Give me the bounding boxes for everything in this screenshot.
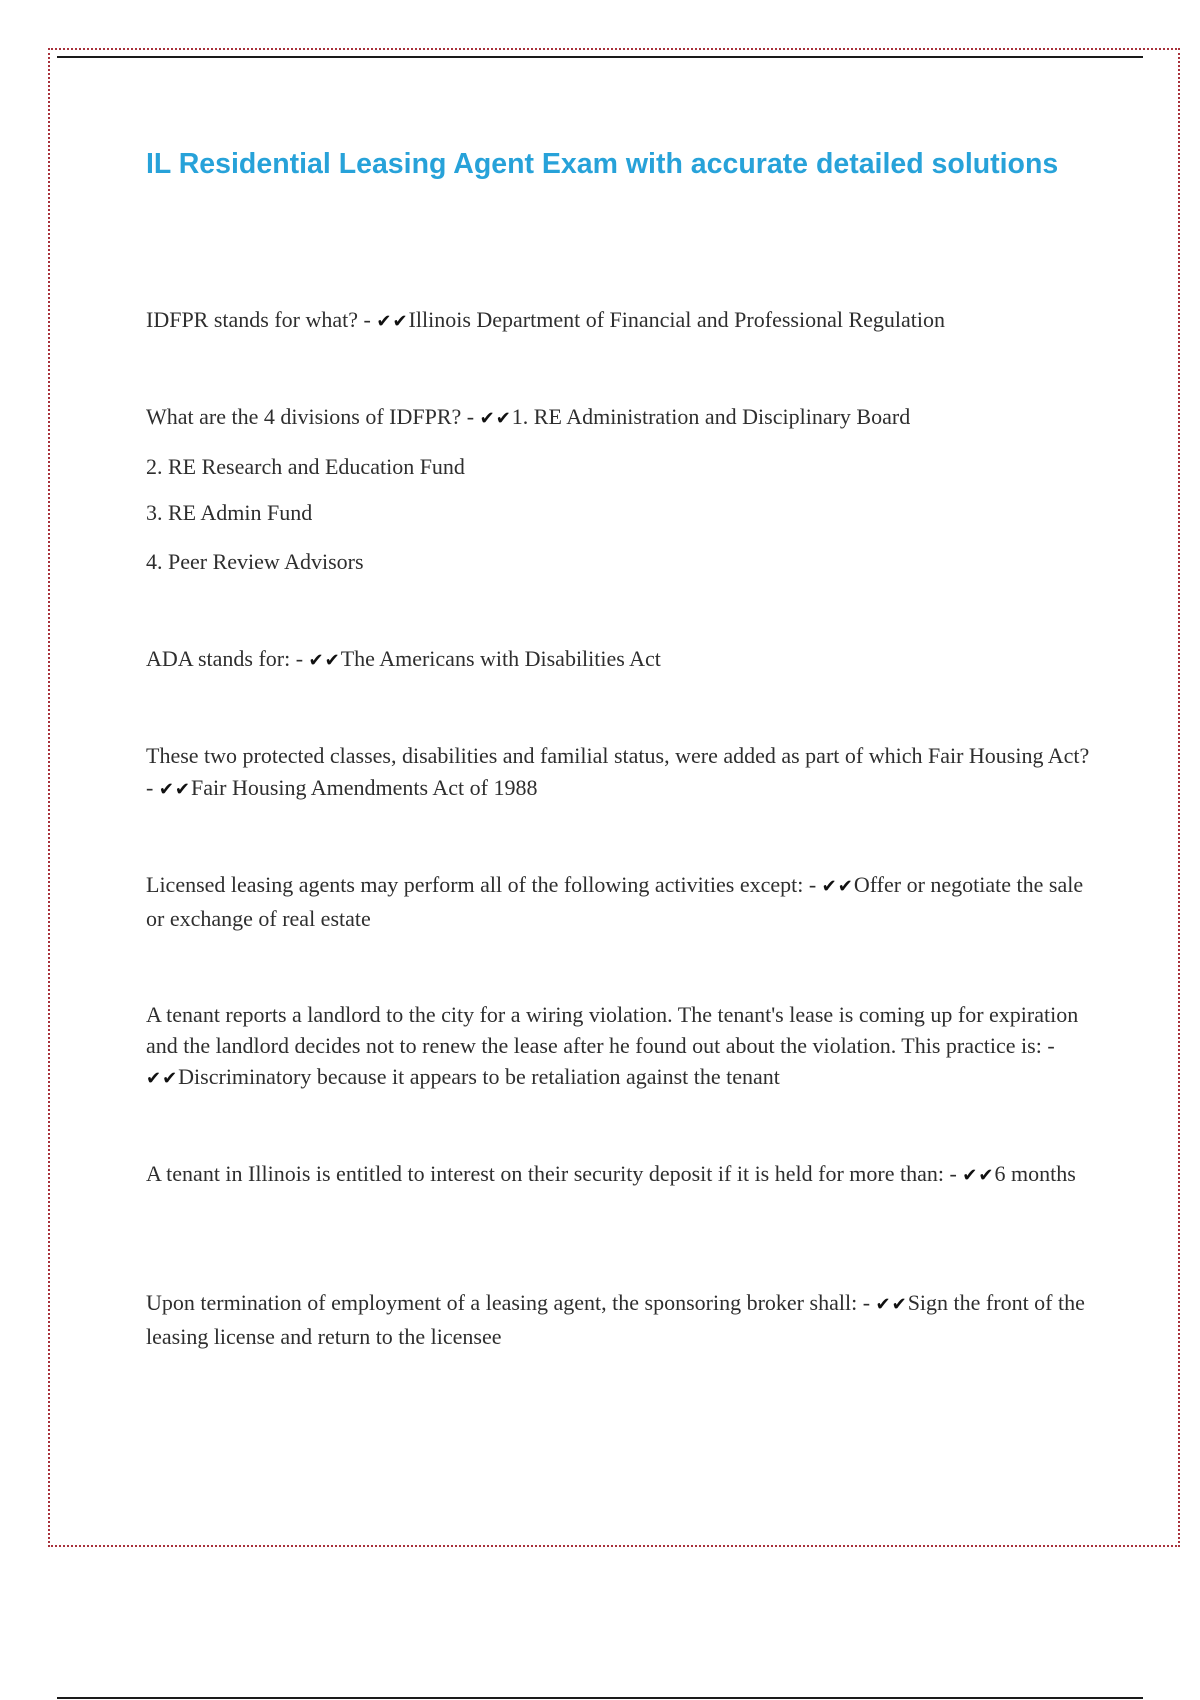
double-check-icon: ✔✔: [376, 311, 409, 332]
answer-text: The Americans with Disabilities Act: [340, 646, 661, 671]
qa-item-4: [146, 740, 1091, 806]
answer-list-item: 2. RE Research and Education Fund: [146, 454, 465, 479]
double-check-icon: ✔✔: [308, 650, 341, 671]
qa-item-8: [146, 1287, 1091, 1353]
question-text: What are the 4 divisions of IDFPR?: [146, 404, 462, 429]
question-text: These two protected classes, disabilities and familial status, were added as part of which Fair Housing Act?: [146, 743, 1090, 768]
answer-text: Offer or negotiate the sale or exchange of real estate: [146, 872, 1084, 931]
question-text: A tenant in Illinois is entitled to interest on their security deposit if it is held for more than:: [146, 1161, 944, 1186]
double-check-icon: ✔✔: [158, 779, 191, 800]
question-text: Licensed leasing agents may perform all of the following activities except:: [146, 872, 804, 897]
double-check-icon: ✔✔: [962, 1165, 995, 1186]
header-rule: [57, 56, 1143, 58]
footer-rule: [57, 1697, 1143, 1699]
answer-list-item: 4. Peer Review Advisors: [146, 549, 364, 574]
qa-item-5: [146, 869, 1091, 935]
qa-item-6: [146, 999, 1091, 1094]
separator: -: [290, 646, 309, 671]
double-check-icon: ✔✔: [875, 1294, 908, 1315]
separator: -: [1041, 1033, 1055, 1058]
separator: -: [943, 1161, 963, 1186]
question-text: A tenant reports a landlord to the city for a wiring violation. The tenant's lease is coming up for expiration and the landlord decides not to renew the lease after he found out about the violation. This practice is:: [146, 1002, 1079, 1058]
qa-item-1: [146, 304, 1091, 338]
separator: -: [461, 404, 480, 429]
answer-text: Sign the front of the leasing license and return to the licensee: [146, 1290, 1085, 1349]
question-text: IDFPR stands for what?: [146, 307, 359, 332]
double-check-icon: ✔✔: [821, 876, 854, 897]
answer-list-item: 3. RE Admin Fund: [146, 500, 313, 525]
qa-item-2: [146, 401, 1091, 435]
qa-item-7: [146, 1158, 1091, 1192]
question-text: ADA stands for:: [146, 646, 291, 671]
separator: -: [146, 775, 159, 800]
separator: -: [857, 1290, 876, 1315]
double-check-icon: ✔✔: [479, 408, 512, 429]
question-text: Upon termination of employment of a leasing agent, the sponsoring broker shall:: [146, 1290, 858, 1315]
document-title: IL Residential Leasing Agent Exam with accurate detailed solutions: [146, 148, 1059, 180]
separator: -: [803, 872, 822, 897]
answer-text: 1. RE Administration and Disciplinary Board: [511, 404, 911, 429]
separator: -: [358, 307, 377, 332]
answer-text: Discriminatory because it appears to be retaliation against the tenant: [178, 1064, 780, 1089]
double-check-icon: ✔✔: [146, 1068, 179, 1089]
answer-text: Illinois Department of Financial and Professional Regulation: [408, 307, 945, 332]
answer-text: 6 months: [994, 1161, 1076, 1186]
answer-text: Fair Housing Amendments Act of 1988: [191, 775, 538, 800]
qa-item-3: [146, 643, 1091, 677]
